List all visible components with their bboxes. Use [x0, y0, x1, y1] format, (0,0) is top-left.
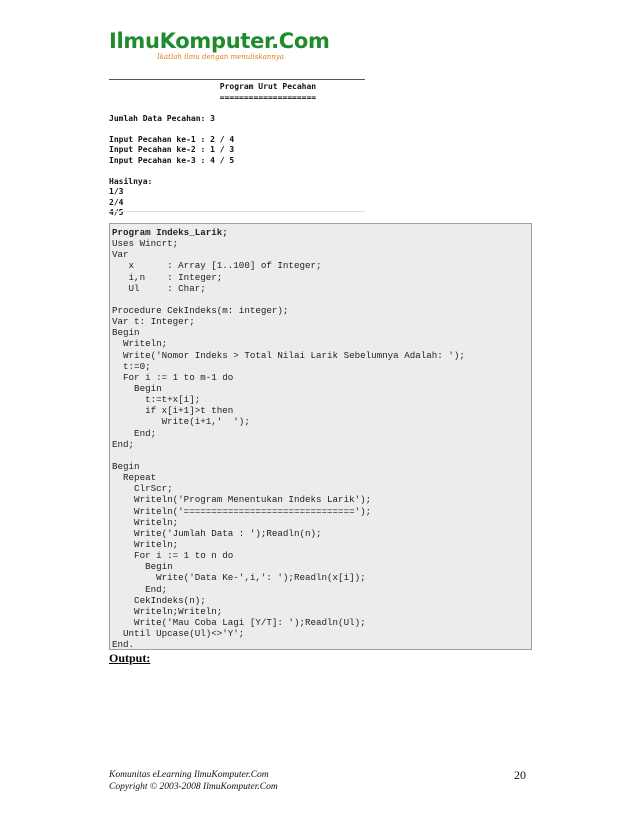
console-line: 4/5 — [109, 208, 124, 217]
code-line: Ul : Char; — [112, 282, 206, 294]
code-line: Var — [112, 249, 129, 261]
code-line: Procedure CekIndeks(m: integer); — [112, 304, 289, 316]
code-line: End; — [112, 427, 157, 439]
code-line: Writeln;Writeln; — [112, 605, 223, 617]
console-line: Input Pecahan ke-3 : 4 / 5 — [109, 155, 235, 165]
code-line: Begin — [112, 561, 173, 573]
code-line: Writeln('Program Menentukan Indeks Larik'); — [112, 494, 372, 506]
code-line: Writeln; — [112, 516, 179, 528]
top-divider — [109, 79, 365, 80]
site-logo — [109, 29, 330, 70]
code-line: Program Indeks_Larik; — [112, 227, 228, 238]
code-line: Until Upcase(Ul)<>'Y'; — [112, 628, 245, 640]
code-line: if x[i+1]>t then — [112, 405, 234, 417]
console-line: Hasilnya: — [109, 176, 153, 186]
code-line: Begin — [112, 460, 140, 472]
code-line — [112, 450, 465, 461]
code-listing-box — [109, 223, 532, 650]
logo-text: IlmuKomputer.Com — [109, 29, 330, 53]
code-line: Write('Mau Coba Lagi [Y/T]: ');Readln(Ul); — [112, 616, 366, 628]
middle-divider — [109, 211, 365, 212]
code-line: Begin — [112, 327, 140, 339]
console-line: 2/4 — [109, 197, 124, 207]
code-line: CekIndeks(n); — [112, 594, 206, 606]
console-line — [109, 103, 369, 114]
code-line: Write(i+1,' '); — [112, 416, 250, 428]
code-line: Write('Data Ke-',i,': ');Readln(x[i]); — [112, 572, 366, 584]
code-line: Writeln('==============================='); — [112, 505, 372, 517]
code-listing — [112, 227, 465, 650]
console-line: Input Pecahan ke-2 : 1 / 3 — [109, 145, 235, 154]
code-line: End. — [112, 639, 135, 651]
console-line: Input Pecahan ke-1 : 2 / 4 — [109, 134, 235, 144]
code-line: Uses Wincrt; — [112, 238, 179, 250]
code-line: i,n : Integer; — [112, 271, 223, 283]
code-line — [112, 294, 465, 305]
footer-community: Komunitas eLearning IlmuKomputer.Com — [109, 770, 269, 780]
code-line: t:=t+x[i]; — [112, 394, 201, 406]
footer — [109, 769, 278, 793]
output-heading: Output: — [109, 651, 151, 665]
code-line: End; — [112, 438, 135, 450]
console-line: 1/3 — [109, 187, 124, 196]
code-line: Var t: Integer; — [112, 316, 195, 328]
code-line: x : Array [1..100] of Integer; — [112, 260, 322, 272]
code-line: End; — [112, 583, 168, 595]
console-line: Jumlah Data Pecahan: 3 — [109, 113, 215, 123]
code-line: Write('Jumlah Data : ');Readln(n); — [112, 527, 322, 539]
code-line: Write('Nomor Indeks > Total Nilai Larik Sebelumnya Adalah: '); — [112, 349, 465, 361]
code-line: t:=0; — [112, 360, 151, 372]
code-line: Begin — [112, 382, 162, 394]
code-line: ClrScr; — [112, 483, 173, 495]
logo-tagline: Ikatlah ilmu dengan menuliskannya — [157, 53, 284, 61]
code-line: Writeln; — [112, 338, 168, 350]
code-line: For i := 1 to n do — [112, 550, 234, 562]
code-line: Repeat — [112, 472, 157, 484]
program-output-screenshot — [109, 82, 369, 219]
console-line: ==================== — [109, 92, 317, 102]
console-line: Program Urut Pecahan — [109, 82, 317, 91]
console-line — [109, 166, 369, 177]
footer-copyright: Copyright © 2003-2008 IlmuKomputer.Com — [109, 782, 278, 792]
console-line — [109, 124, 369, 135]
code-line: For i := 1 to m-1 do — [112, 371, 234, 383]
page-number: 20 — [514, 768, 526, 782]
code-line: Writeln; — [112, 538, 179, 550]
